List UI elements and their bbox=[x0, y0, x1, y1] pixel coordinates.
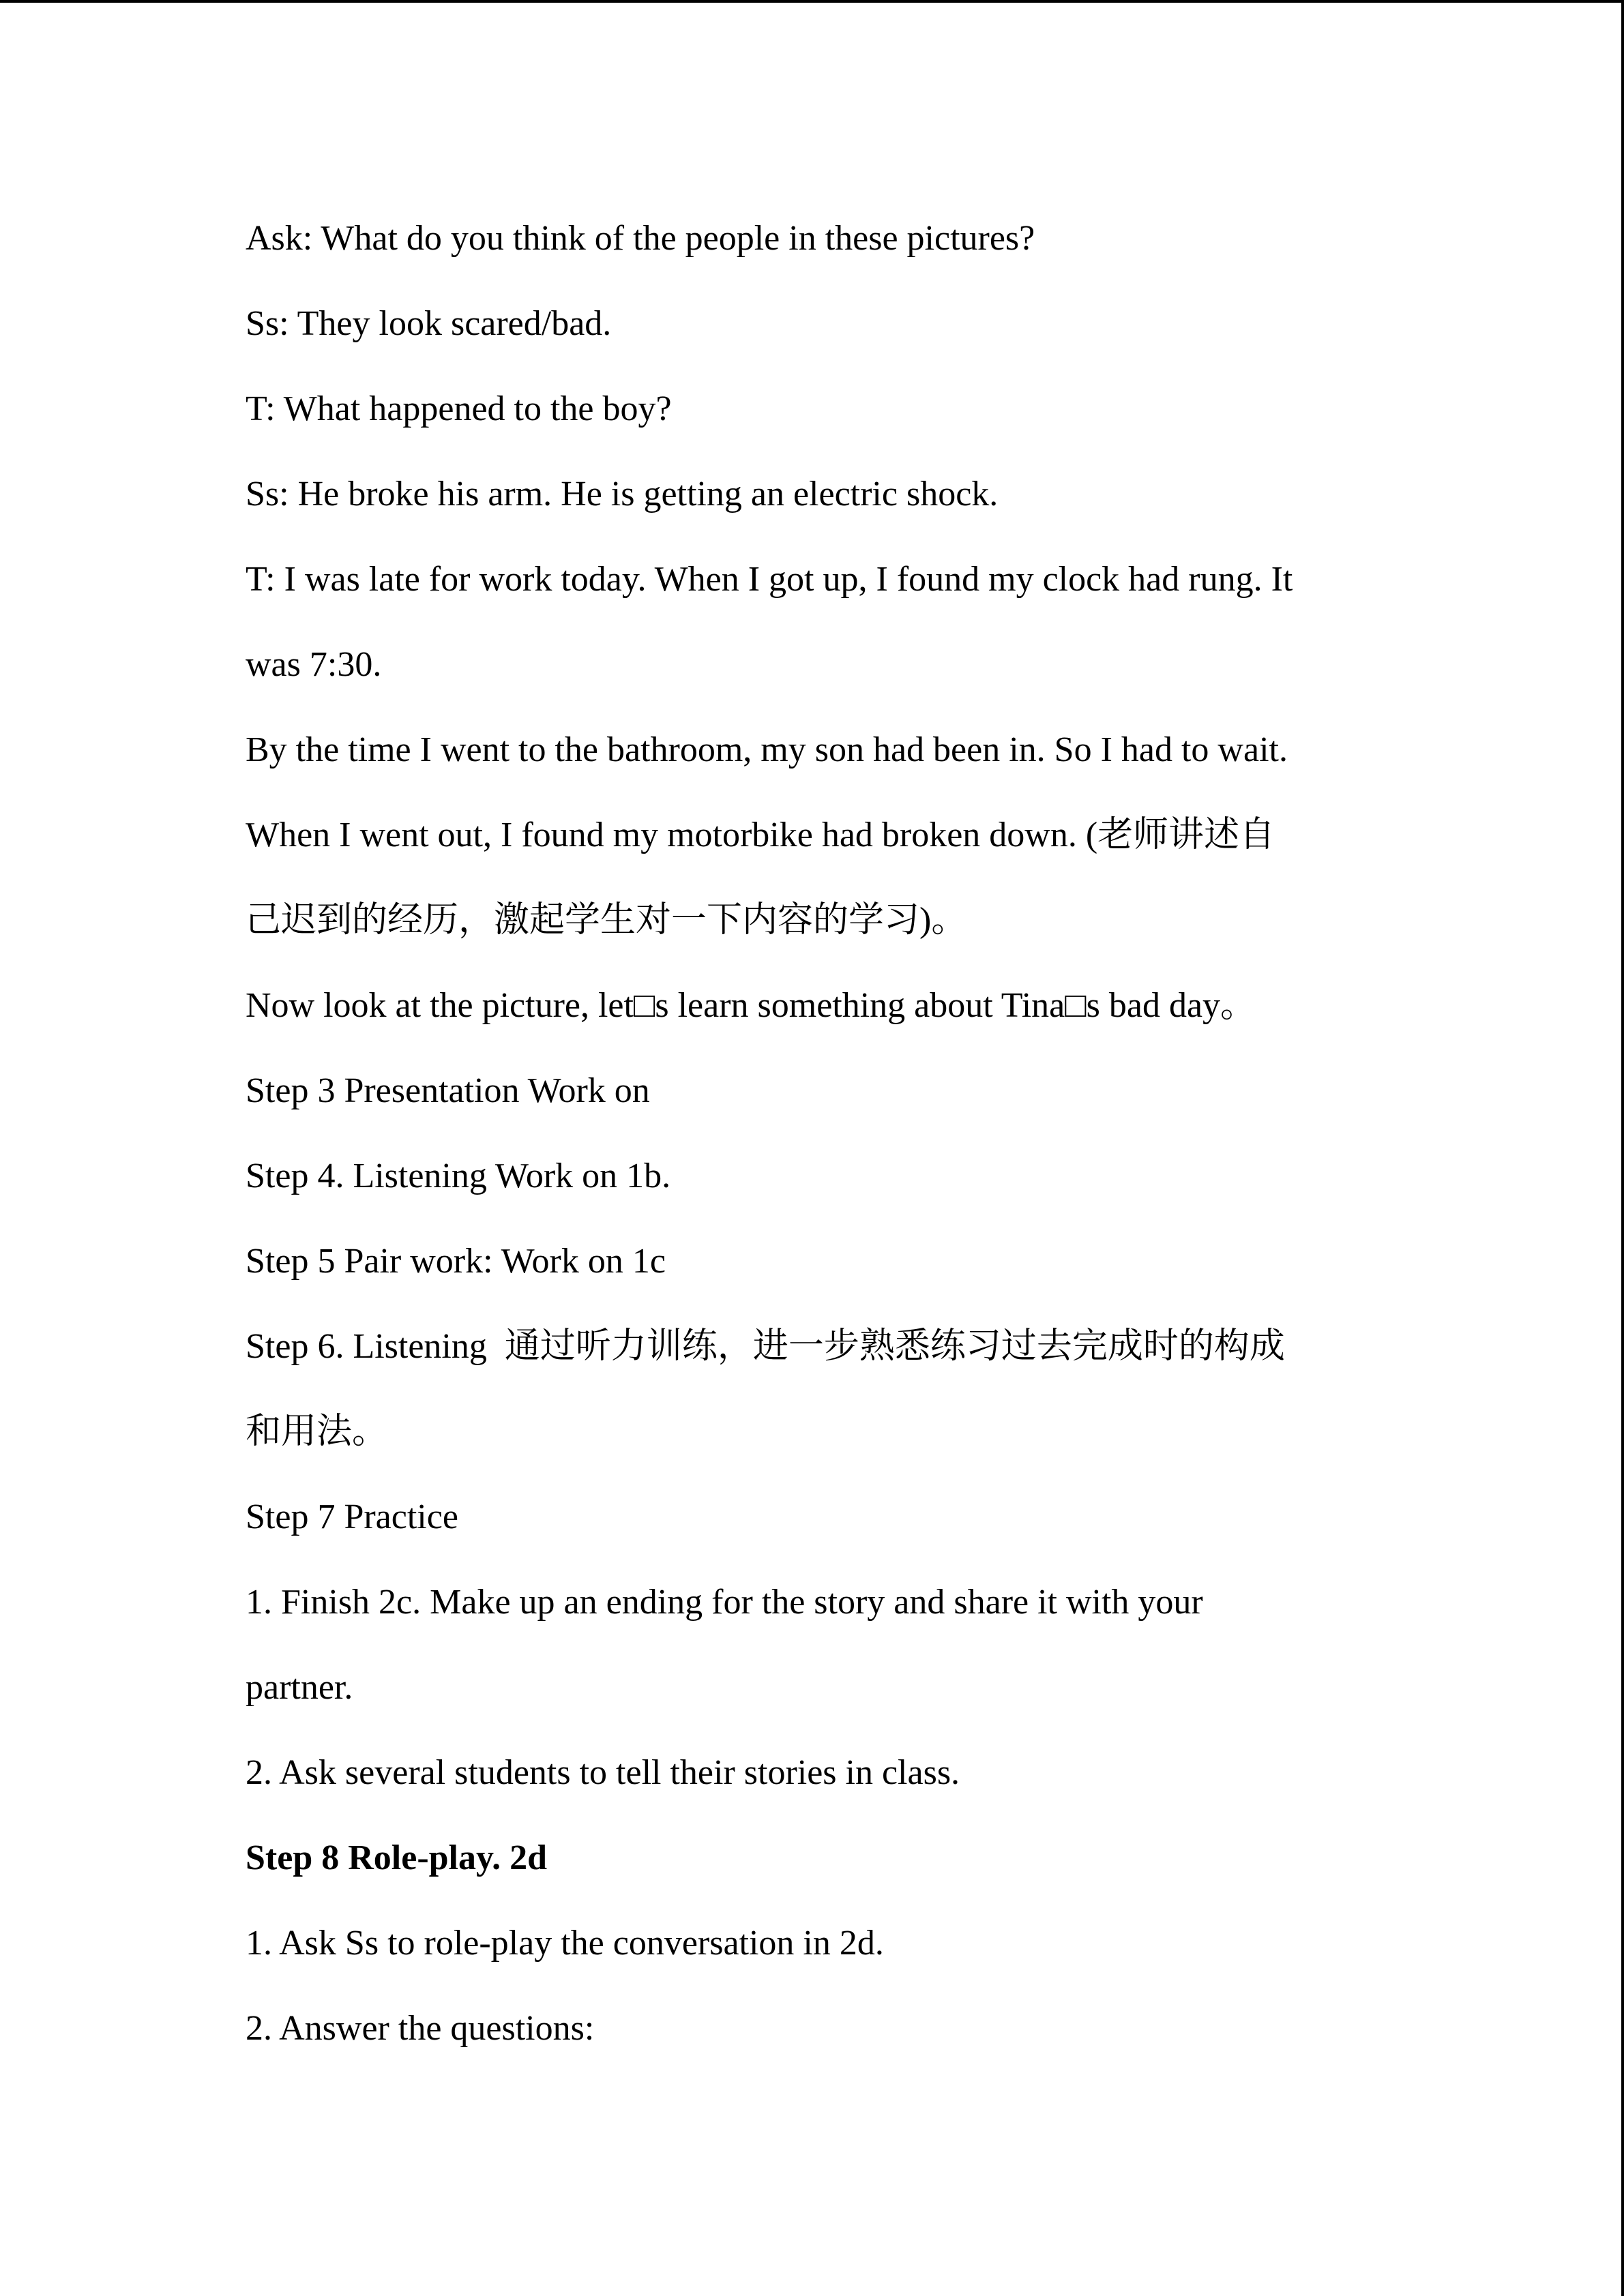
text-line: 通过听力训练，进一步熟悉练习过去完成时的构成 bbox=[504, 1327, 1285, 1366]
page-top-border bbox=[0, 0, 1624, 3]
page-right-border bbox=[1621, 0, 1624, 2296]
text-line: T: I was late for work today. When I got up, I found my clock had rung. It bbox=[246, 560, 1293, 599]
step-heading: Step 4. Listening Work on 1b. bbox=[246, 1157, 671, 1195]
step-heading: Step 3 Presentation Work on bbox=[246, 1071, 650, 1110]
text-line: 和用法。 bbox=[246, 1412, 388, 1451]
step-heading-line bbox=[246, 1325, 1285, 1369]
text-line: Ss: He broke his arm. He is getting an electric shock. bbox=[246, 475, 999, 513]
step-heading: Step 6. Listening bbox=[246, 1327, 487, 1366]
step-heading: Step 7 Practice bbox=[246, 1497, 458, 1536]
text-line: 1. Finish 2c. Make up an ending for the story and share it with your bbox=[246, 1583, 1203, 1622]
step-heading-bold: Step 8 Role-play. 2d bbox=[246, 1838, 548, 1877]
text-line: 2. Ask several students to tell their stories in class. bbox=[246, 1753, 960, 1792]
text-line: Ask: What do you think of the people in these pictures? bbox=[246, 219, 1035, 258]
text-line: was 7:30. bbox=[246, 645, 382, 684]
text-line: Now look at the picture, let□s learn something about Tina□s bad day。 bbox=[246, 986, 1256, 1025]
step-heading: Step 5 Pair work: Work on 1c bbox=[246, 1242, 666, 1281]
text-line: 1. Ask Ss to role-play the conversation in 2d. bbox=[246, 1924, 884, 1963]
text-line: When I went out, I found my motorbike had broken down. (老师讲述自 bbox=[246, 816, 1275, 854]
text-line: By the time I went to the bathroom, my son had been in. So I had to wait. bbox=[246, 730, 1288, 769]
text-line: Ss: They look scared/bad. bbox=[246, 304, 612, 343]
text-line: 2. Answer the questions: bbox=[246, 2009, 595, 2048]
text-line: 己迟到的经历，激起学生对一下内容的学习)。 bbox=[246, 901, 967, 940]
text-line: partner. bbox=[246, 1668, 353, 1707]
text-line: T: What happened to the boy? bbox=[246, 389, 672, 428]
